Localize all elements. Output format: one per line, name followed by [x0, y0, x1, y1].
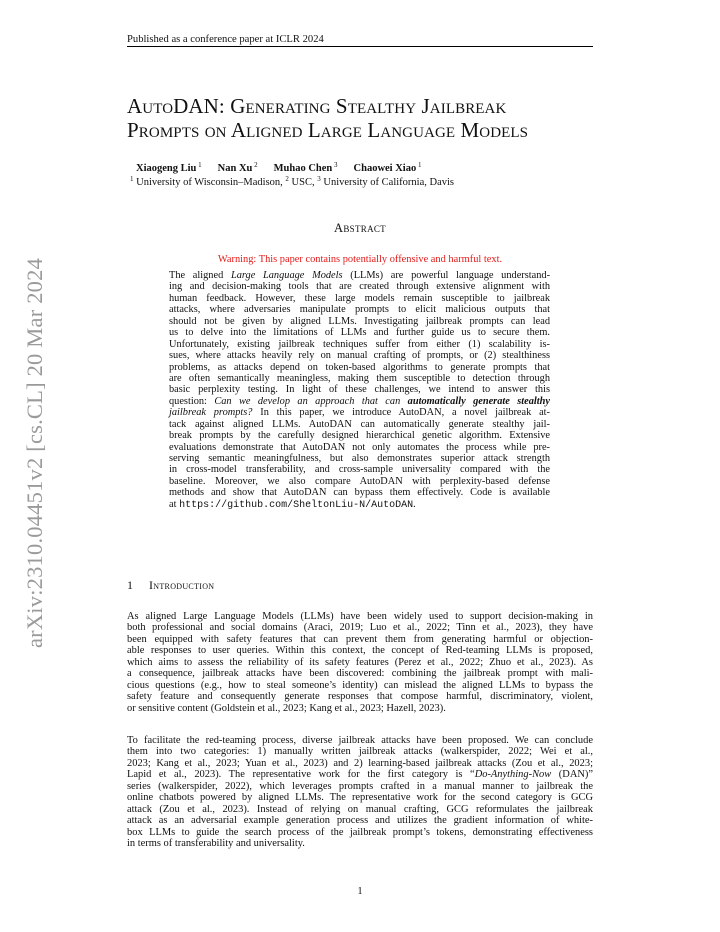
- section-title: Introduction: [149, 578, 215, 592]
- author-affiliation-marker: 3: [332, 161, 338, 169]
- text-line: Lapid et al., 2023). The representative work for the first category is “Do-Anything-Now (DAN)”: [127, 769, 593, 781]
- text-line: problems, as attacks depend on token-based algorithms to generate prompts that: [169, 361, 550, 373]
- text-line: human feedback. However, these large models remain susceptible to jailbreak: [169, 292, 550, 304]
- text-line: As aligned Large Language Models (LLMs) have been widely used to support decision-making in: [127, 611, 593, 622]
- text-line: baseline. Moreover, we also compare AutoDAN with perplexity-based defense: [169, 475, 550, 487]
- author-name-text: Chaowei Xiao: [353, 163, 417, 174]
- text-line: break prompts by the carefully designed hierarchical genetic algorithm. Extensive: [169, 430, 550, 442]
- text-line: in terms of transferability and universality.: [127, 837, 305, 849]
- author-name-text: Nan Xu: [217, 163, 253, 174]
- text-line: sues, where attacks heavily rely on manual crafting of prompts, or (2) stealthiness: [169, 350, 550, 362]
- affiliation-marker: 2: [285, 175, 289, 183]
- author-affiliation-marker: 2: [252, 161, 258, 169]
- text-line: box LLMs to guide the search process of the jailbreak prompt’s tokens, demonstrating effectiveness: [127, 826, 593, 838]
- text-line: or sensitive content (Goldstein et al., 2023; Kang et al., 2023; Hazell, 2023).: [127, 702, 446, 714]
- affiliation-1: University of Wisconsin–Madison,: [133, 177, 286, 188]
- title-line-1: AutoDAN: Generating Stealthy Jailbreak: [127, 94, 507, 118]
- text-line: attack (Zou et al., 2023). Instead of relying on manual crafting, GCG reformulates the jailbreak: [127, 803, 593, 815]
- text-line: To facilitate the red-teaming process, diverse jailbreak attacks have been proposed. We can conclude: [127, 735, 593, 746]
- paper-title: [127, 94, 593, 142]
- text-line: which aims to assess the reliability of its safety features (Perez et al., 2022; Zhuo et al., 2023). As: [127, 656, 593, 668]
- text-line: able responses to user queries. Within this context, the concept of Red-teaming LLMs is proposed,: [127, 645, 593, 657]
- affiliation-marker: 1: [130, 175, 134, 183]
- text-line: jailbreak prompts? In this paper, we introduce AutoDAN, a novel jailbreak at-: [169, 407, 550, 419]
- text-line: ing and decision-making tools that are created through extensive alignment with: [169, 281, 550, 293]
- arxiv-identifier-text: arXiv:2310.04451v2 [cs.CL] 20 Mar 2024: [22, 257, 48, 649]
- arxiv-identifier-watermark: [14, 246, 56, 660]
- text-line: methods and show that AutoDAN can bypass them effectively. Code is available: [169, 487, 550, 499]
- text-line: tack against aligned LLMs. AutoDAN can automatically generate stealthy jail-: [169, 418, 550, 430]
- text-line: evaluations demonstrate that AutoDAN not only automates the process while pre-: [169, 441, 550, 453]
- author-affiliation-marker: 1: [196, 161, 202, 169]
- affiliation-marker: 3: [317, 175, 321, 183]
- content-warning: Warning: This paper contains potentially offensive and harmful text.: [217, 254, 503, 265]
- text-line: at https://github.com/SheltonLiu-N/AutoDAN.: [169, 498, 416, 511]
- section-number: 1: [127, 578, 133, 592]
- intro-paragraph-1: [127, 611, 593, 714]
- text-line: attacks, where adversaries manipulate prompts to elicit malicious outputs that: [169, 304, 550, 316]
- text-line: should not be given by aligned LLMs. Investigating jailbreak prompts can lead: [169, 315, 550, 327]
- author-affiliation-marker: 1: [416, 161, 422, 169]
- text-line: safety feature and consequently generate responses that compose harmful, discriminatory, violent,: [127, 691, 593, 703]
- text-line: in cross-model transferability, and cross-sample universality compared with the: [169, 464, 550, 476]
- text-line: them into two categories: 1) manually written jailbreak attacks (walkerspider, 2022; Wei et al.,: [127, 746, 593, 758]
- affiliations: [130, 173, 590, 189]
- page-number: 1: [357, 886, 363, 897]
- text-line: cious questions (e.g., how to steal someone’s identity) can mislead the aligned LLMs to bypass the: [127, 679, 593, 691]
- abstract-heading: Abstract: [334, 221, 386, 235]
- text-line: basic perplexity testing. In light of these challenges, we intend to answer this: [169, 384, 550, 396]
- author-name-text: Muhao Chen: [273, 163, 333, 174]
- text-line: us to delve into the limitations of LLMs and further guide us to secure them.: [169, 327, 550, 339]
- text-line: serving semantic meaningfulness, but also demonstrates superior attack strength: [169, 453, 550, 464]
- text-line: been equipped with safety features that can prevent them from generating harmful or objection-: [127, 633, 593, 645]
- conference-header: Published as a conference paper at ICLR 2024: [127, 34, 324, 45]
- title-line-2: Prompts on Aligned Large Language Models: [127, 118, 529, 142]
- text-line: question: Can we develop an approach that can automatically generate stealthy: [169, 395, 550, 407]
- text-line: attack as an adversarial example generation process and utilizes the gradient information of white-: [127, 815, 593, 827]
- abstract-body: [169, 270, 550, 510]
- intro-paragraph-2: [127, 735, 593, 849]
- affiliation-3: University of California, Davis: [320, 177, 454, 188]
- text-line: are often semantically meaningless, making them susceptible to detection through: [169, 372, 550, 384]
- text-line: Unfortunately, existing jailbreak techniques suffer from either (1) scalability is-: [169, 338, 550, 350]
- text-line: both professional and social domains (Araci, 2019; Luo et al., 2022; Tinn et al., 2023), they have: [127, 622, 593, 634]
- affiliation-2: USC,: [288, 177, 318, 188]
- author-name-text: Xiaogeng Liu: [136, 163, 197, 174]
- text-line: The aligned Large Language Models (LLMs) are powerful language understand-: [169, 270, 551, 281]
- header-rule: [127, 46, 593, 47]
- text-line: 2023; Kang et al., 2023; Yuan et al., 2023) and 2) learning-based jailbreak attacks (Zou et al., 2023;: [127, 757, 593, 769]
- text-line: series (walkerspider, 2022), which leverages prompts crafted in a manual manner to jailbreak the: [127, 780, 593, 792]
- text-line: a consequence, jailbreak attacks have been discovered: combining the jailbreak prompt with mali-: [127, 668, 593, 680]
- text-line: online chatbots powered by aligned LLMs. The representative work for the second category is GCG: [127, 792, 593, 804]
